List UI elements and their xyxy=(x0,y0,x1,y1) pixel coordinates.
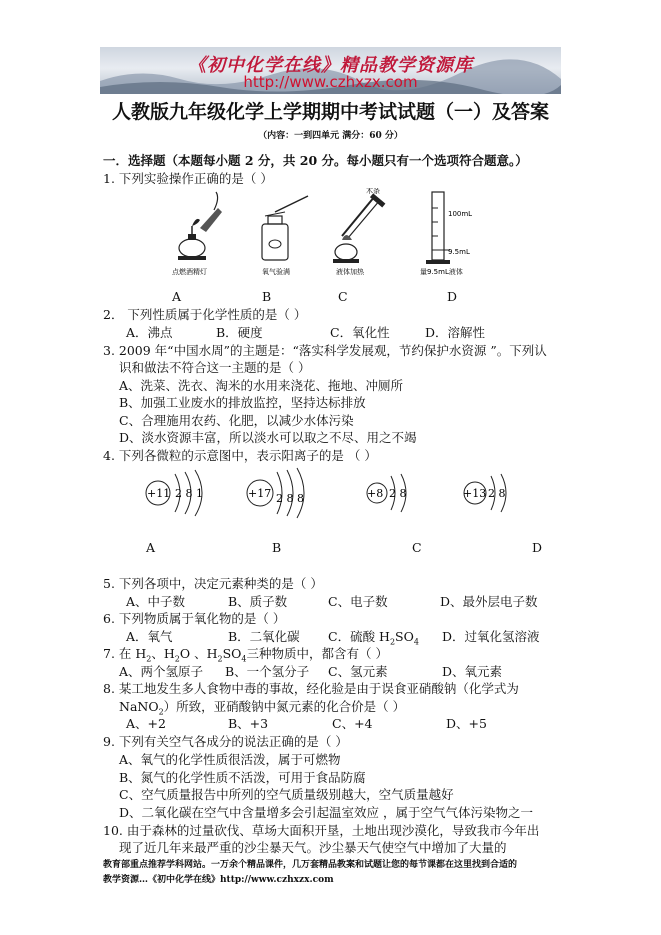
atom-diagram-b xyxy=(247,468,304,518)
alcohol-lamp-icon xyxy=(178,192,222,260)
q5-stem: 5. 下列各项中，决定元素种类的是（ ） xyxy=(103,576,323,591)
q9-option-c: C、空气质量报告中所列的空气质量级别越大，空气质量越好 xyxy=(119,787,454,802)
q1-letter-c: C xyxy=(338,289,348,304)
q7-option-d: D、氧元素 xyxy=(442,664,503,679)
gas-bottle-icon xyxy=(262,196,308,260)
q3-option-a: A、洗菜、洗衣、淘米的水用来浇花、拖地、冲厕所 xyxy=(119,378,404,393)
site-banner xyxy=(100,47,561,94)
q2-option-b: B．硬度 xyxy=(216,325,263,340)
q6-option-b: B．二氧化碳 xyxy=(228,629,300,644)
q2-option-d: D．溶解性 xyxy=(425,325,486,340)
atom-b-nucleus: +17 xyxy=(248,487,272,500)
page-subtitle: （内容：一到四单元 满分：60 分） xyxy=(258,131,403,141)
q9-stem: 9. 下列有关空气各成分的说法正确的是（ ） xyxy=(103,734,348,749)
q6-option-d: D．过氧化氢溶液 xyxy=(442,629,540,644)
q4-diagrams xyxy=(135,466,565,526)
q5-option-a: A、中子数 xyxy=(126,594,186,609)
q1-stick-label: 木条 xyxy=(366,188,380,195)
atom-diagram-a xyxy=(146,470,203,516)
q2-option-c: C．氧化性 xyxy=(330,325,390,340)
atom-diagram-c xyxy=(367,474,407,512)
atom-b-shells: 2 8 8 xyxy=(276,492,304,505)
q1-label-d: 量9.5mL液体 xyxy=(420,268,463,276)
section-heading: 一．选择题（本题每小题 2 分，共 20 分。每小题只有一个选项符合题意。） xyxy=(103,153,528,168)
q1-illustrations xyxy=(170,188,490,278)
q3-line2: 识和做法不符合这一主题的是（ ） xyxy=(119,360,311,375)
q9-option-a: A、氧气的化学性质很活泼，属于可燃物 xyxy=(119,752,341,767)
atom-diagram-d xyxy=(463,474,506,512)
test-tube-heating-icon xyxy=(333,193,385,263)
banner-title: 《初中化学在线》精品教学资源库 xyxy=(188,55,473,76)
q5-option-c: C、电子数 xyxy=(328,594,388,609)
q4-letter-d: D xyxy=(532,540,543,555)
q2-option-a: A．沸点 xyxy=(126,325,173,340)
q9-option-b: B、氮气的化学性质不活泼，可用于食品防腐 xyxy=(119,770,366,785)
q1-letter-d: D xyxy=(447,289,458,304)
banner-url[interactable]: http://www.czhxzx.com xyxy=(243,73,418,91)
q4-stem: 4. 下列各微粒的示意图中，表示阳离子的是 （ ） xyxy=(103,448,377,463)
q1-letter-a: A xyxy=(172,289,182,304)
q3-line1: 3. 2009 年“中国水周”的主题是：“落实科学发展观，节约保护水资源 ”。下列认 xyxy=(103,343,547,358)
q8-line1: 8. 某工地发生多人食物中毒的事故，经化验是由于误食亚硝酸钠（化学式为 xyxy=(103,681,519,696)
q1-label-b: 氧气验满 xyxy=(262,268,290,276)
atom-a-nucleus: +11 xyxy=(147,487,171,500)
q1-label-c: 液体加热 xyxy=(336,268,364,276)
q8-option-c: C、+4 xyxy=(332,716,373,731)
q4-letter-b: B xyxy=(272,540,282,555)
q1-stem: 1. 下列实验操作正确的是（ ） xyxy=(103,171,273,186)
q3-option-d: D、淡水资源丰富，所以淡水可以取之不尽、用之不竭 xyxy=(119,430,417,445)
q4-letter-a: A xyxy=(146,540,156,555)
q7-option-a: A、两个氢原子 xyxy=(119,664,204,679)
q3-option-c: C、合理施用农药、化肥，以减少水体污染 xyxy=(119,413,354,428)
q1-letter-b: B xyxy=(262,289,272,304)
q5-option-b: B、质子数 xyxy=(228,594,288,609)
q8-option-b: B、+3 xyxy=(228,716,269,731)
q6-option-a: A．氧气 xyxy=(126,629,173,644)
q8-line2: NaNO$_2$）所致，亚硝酸钠中氮元素的化合价是（ ） xyxy=(119,699,406,717)
q7-option-c: C、氢元素 xyxy=(328,664,388,679)
q3-option-b: B、加强工业废水的排放监控，坚持达标排放 xyxy=(119,395,366,410)
atom-c-nucleus: +8 xyxy=(367,487,384,500)
page-title: 人教版九年级化学上学期期中考试试题（一）及答案 xyxy=(111,101,549,123)
q1-label-a: 点燃酒精灯 xyxy=(172,268,207,276)
atom-d-nucleus: +13 xyxy=(463,487,487,500)
footer-line2[interactable]: 教学资源…《初中化学在线》http://www.czhxzx.com xyxy=(103,875,334,885)
q5-option-d: D、最外层电子数 xyxy=(440,594,538,609)
q8-option-d: D、+5 xyxy=(446,716,487,731)
q8-option-a: A、+2 xyxy=(126,716,166,731)
q1-cyl-top: 100mL xyxy=(448,210,473,218)
atom-d-shells: 2 8 xyxy=(488,487,506,500)
q9-option-d: D、二氧化碳在空气中含量增多会引起温室效应 ，属于空气气体污染物之一 xyxy=(119,805,533,820)
q2-stem: 2． 下列性质属于化学性质的是（ ） xyxy=(103,307,307,322)
q10-line1: 10. 由于森林的过量砍伐、草场大面积开垦，土地出现沙漠化，导致我市今年出 xyxy=(103,823,540,838)
footer-line1: 教育部重点推荐学科网站。一万余个精品课件，几万套精品教案和试题让您的每节课都在这里找到合适的 xyxy=(103,860,518,870)
atom-a-shells: 2 8 1 xyxy=(175,487,203,500)
q4-letter-c: C xyxy=(412,540,422,555)
q10-line2: 现了近几年来最严重的沙尘暴天气。沙尘暴天气使空气中增加了大量的 xyxy=(119,840,507,855)
graduated-cylinder-icon xyxy=(426,192,450,264)
atom-c-shells: 2 8 xyxy=(389,487,407,500)
q6-option-c: C．硫酸 $H_2SO_4$ xyxy=(328,629,419,647)
q6-stem: 6. 下列物质属于氧化物的是（ ） xyxy=(103,611,286,626)
q7-option-b: B、一个氢分子 xyxy=(225,664,310,679)
q1-cyl-mark: 9.5mL xyxy=(448,248,470,256)
q7-stem: 7. 在 $H_2$、$H_2O$ 、$H_2SO_4$三种物质中，都含有（ ） xyxy=(103,646,388,664)
